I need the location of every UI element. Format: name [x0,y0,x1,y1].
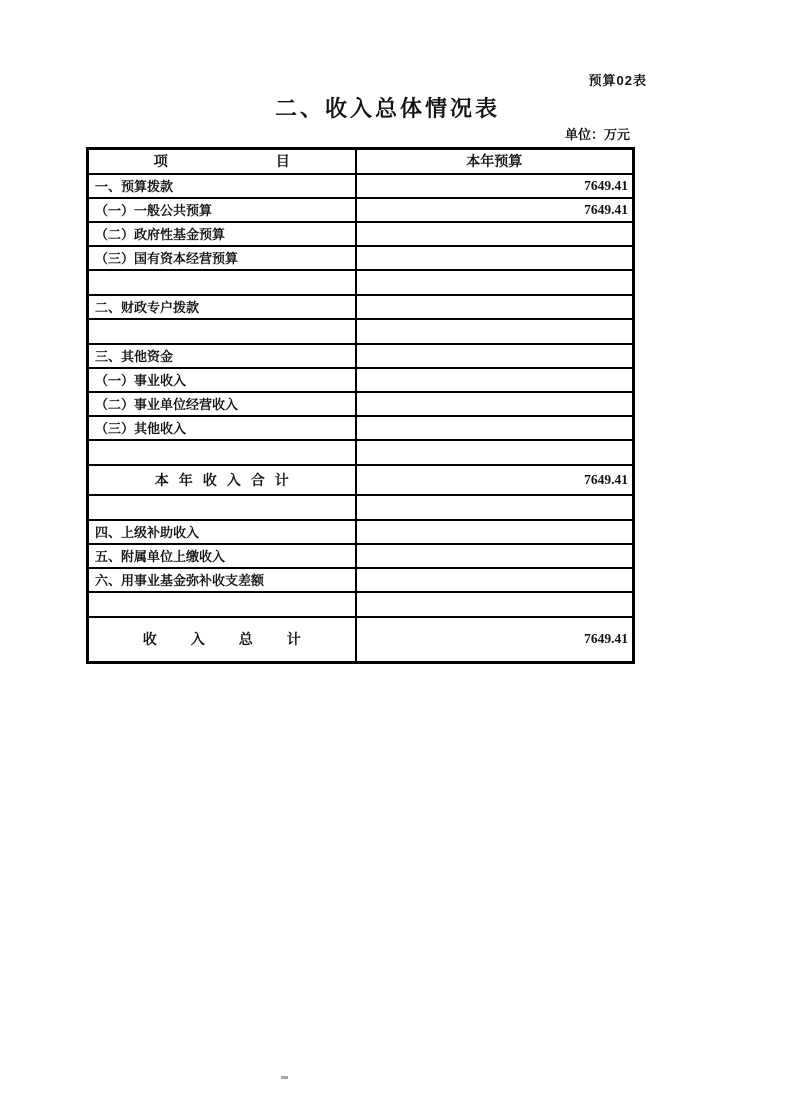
table-row [88,368,634,392]
table-row [88,440,634,465]
row-label [88,319,356,344]
table-row [88,222,634,246]
row-label: （一）事业收入 [88,368,356,392]
header-budget-column: 本年预算 [356,149,634,174]
row-label: （一）一般公共预算 [88,198,356,222]
income-summary-table [86,147,635,664]
table-row [88,344,634,368]
row-value [356,495,634,520]
row-value [356,568,634,592]
table-row [88,568,634,592]
form-code: 预算02表 [588,73,647,88]
row-value: 7649.41 [356,198,634,222]
row-label: 二、财政专户拨款 [88,295,356,319]
row-label: 本年收入合计 [88,465,356,495]
row-value: 7649.41 [356,174,634,198]
row-value: 7649.41 [356,465,634,495]
row-label [88,270,356,295]
row-value [356,520,634,544]
row-value [356,544,634,568]
table-row [88,416,634,440]
table-row [88,295,634,319]
row-value [356,295,634,319]
table-row [88,520,634,544]
table-row [88,246,634,270]
row-label: （三）国有资本经营预算 [88,246,356,270]
row-label: 三、其他资金 [88,344,356,368]
header-item-column [88,149,356,174]
row-label: 六、用事业基金弥补收支差额 [88,568,356,592]
table-row [88,174,634,198]
page-title: 二、收入总体情况表 [274,96,500,121]
table-row [88,592,634,617]
row-value [356,368,634,392]
row-value [356,319,634,344]
row-value [356,392,634,416]
table-row [88,465,634,495]
header-item-inner [89,151,355,171]
row-label: 一、预算拨款 [88,174,356,198]
table-body [88,174,634,663]
row-value [356,440,634,465]
scan-artifact [281,1076,288,1079]
unit-label: 单位：万元 [564,127,630,142]
row-value: 7649.41 [356,617,634,663]
table-row [88,617,634,663]
table-row [88,198,634,222]
row-label [88,495,356,520]
row-value [356,592,634,617]
table-row [88,544,634,568]
table-row [88,319,634,344]
row-label [88,440,356,465]
row-value [356,222,634,246]
row-label: （二）事业单位经营收入 [88,392,356,416]
header-item-char-left: 项 [153,153,168,170]
row-label: （二）政府性基金预算 [88,222,356,246]
table-row [88,270,634,295]
table-row [88,392,634,416]
row-label: 收入总计 [88,617,356,663]
row-value [356,270,634,295]
row-label: 四、上级补助收入 [88,520,356,544]
row-label: （三）其他收入 [88,416,356,440]
table-row [88,495,634,520]
row-value [356,416,634,440]
row-label [88,592,356,617]
row-value [356,344,634,368]
table-header-row [88,149,634,174]
row-value [356,246,634,270]
header-item-char-right: 目 [275,153,290,170]
row-label: 五、附属单位上缴收入 [88,544,356,568]
